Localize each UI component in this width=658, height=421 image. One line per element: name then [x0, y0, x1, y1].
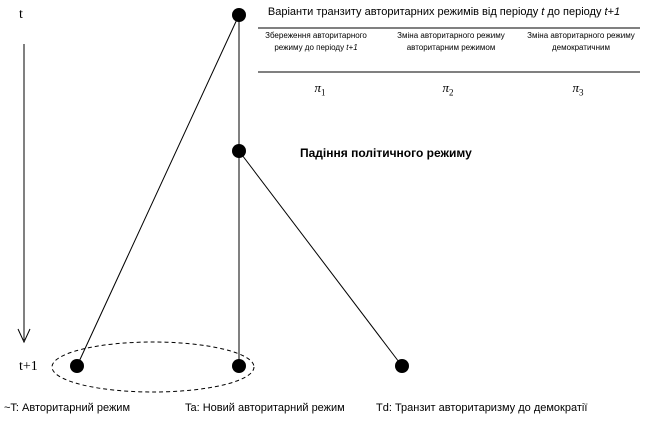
pi-3-symbol: $\pi_3$: [572, 80, 584, 98]
node-authoritarian: [70, 359, 84, 373]
outcome-new-authoritarian-label: Ta: Новий авторитарний режим: [185, 402, 345, 414]
header-title: Варіанти транзиту авторитарних режимів від періоду t до періоду t+1: [267, 6, 621, 18]
outcome-democracy-label: Td: Транзит авторитаризму до демократії: [376, 402, 588, 414]
regime-collapse-label: Падіння політичного режиму: [300, 146, 472, 160]
node-new-authoritarian: [232, 359, 246, 373]
node-collapse: [232, 144, 246, 158]
time-end-label: t+1: [19, 359, 38, 374]
column-header-preserve: Збереження авторитарного режиму до періоду t+1: [265, 31, 367, 52]
node-democracy: [395, 359, 409, 373]
column-header-democratic-change: Зміна авторитарного режиму демократичним: [527, 31, 635, 52]
time-start-label: t: [19, 7, 23, 22]
edge-top-to-authoritarian: [77, 15, 239, 366]
pi-2-symbol: $\pi_2$: [442, 80, 454, 98]
column-header-authoritarian-change: Зміна авторитарного режиму авторитарним режимом: [397, 31, 505, 52]
outcome-authoritarian-label: ~T: Авторитарний режим: [4, 402, 131, 414]
pi-1-symbol: $\pi_1$: [314, 80, 326, 98]
edge-middle-to-democracy: [239, 151, 402, 366]
node-start: [232, 8, 246, 22]
